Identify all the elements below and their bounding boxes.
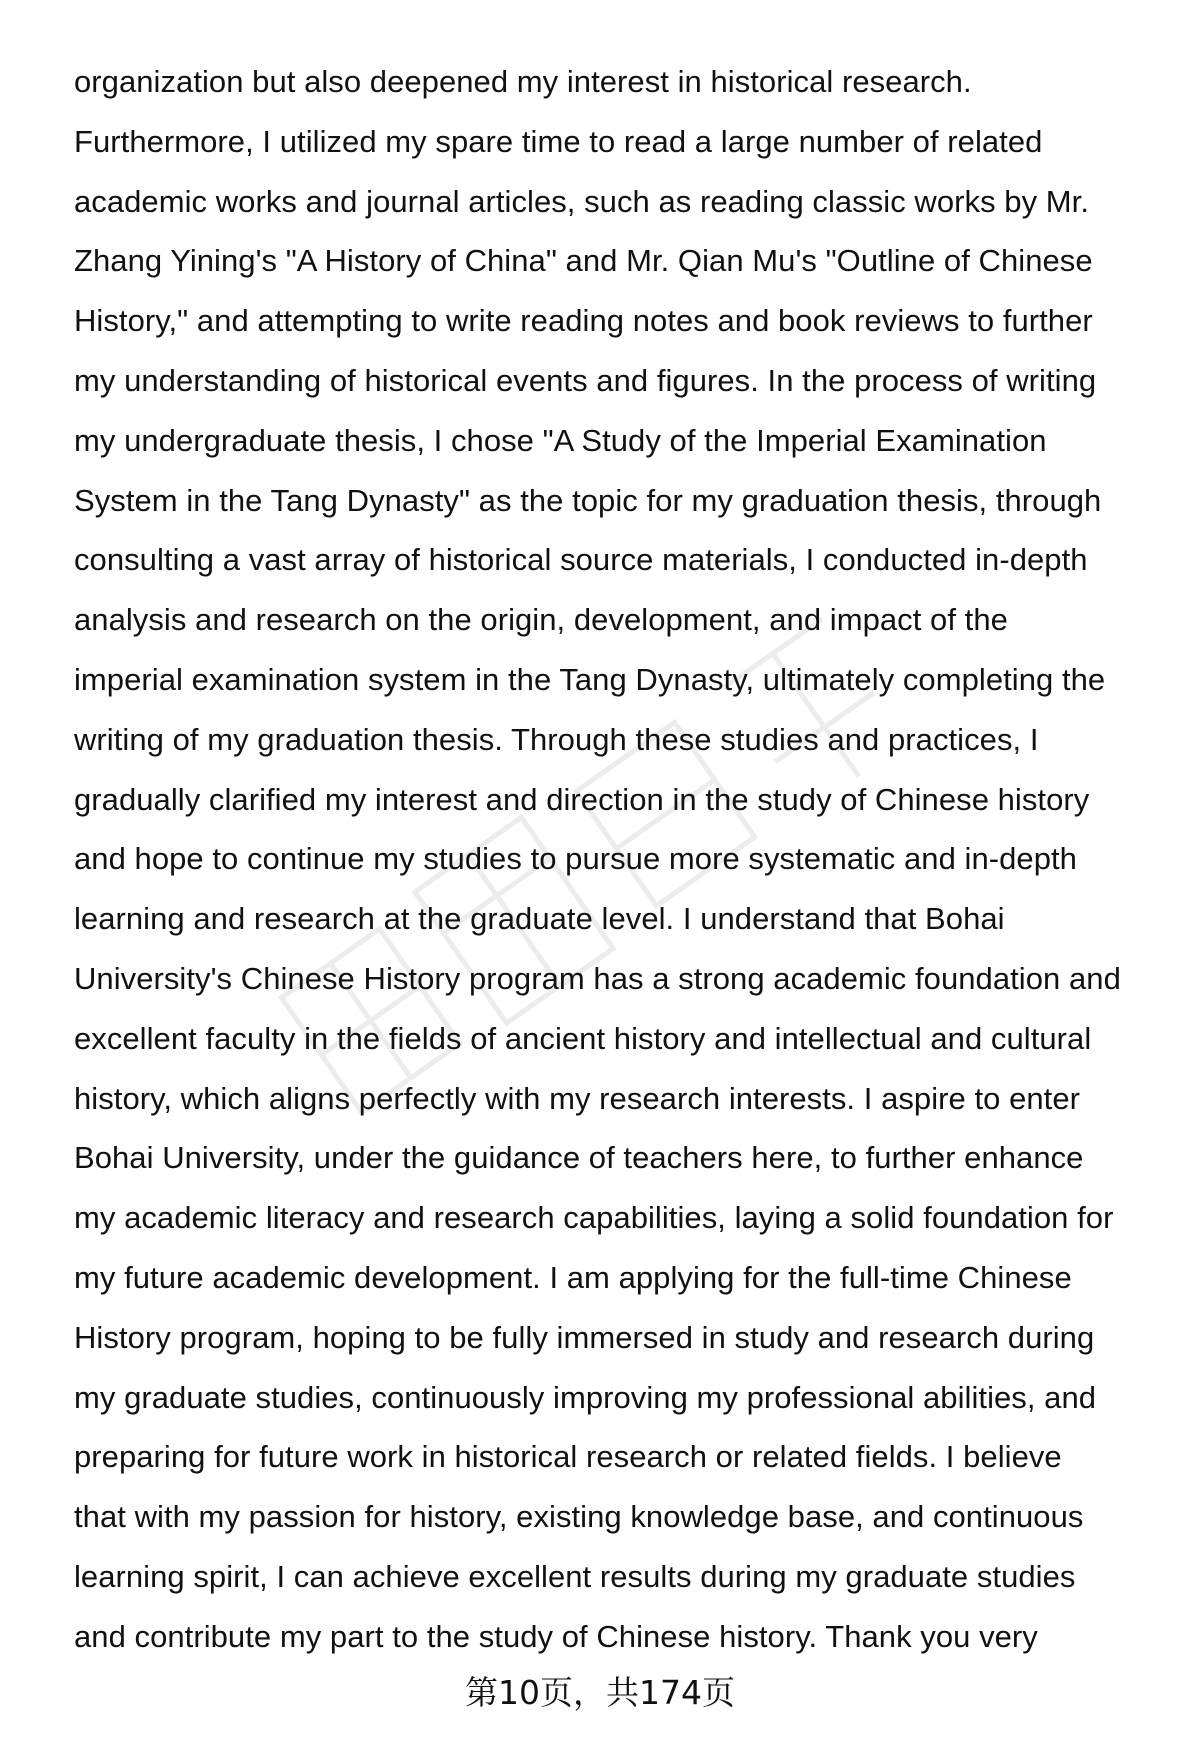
text-line: Furthermore, I utilized my spare time to read a large number of related xyxy=(74,123,1043,159)
text-line: History," and attempting to write reading notes and book reviews to further xyxy=(74,303,1093,339)
text-line: and contribute my part to the study of Chinese history. Thank you very xyxy=(74,1618,1038,1654)
text-line: excellent faculty in the fields of ancient history and intellectual and cultural xyxy=(74,1020,1092,1056)
text-line: history, which aligns perfectly with my research interests. I aspire to enter xyxy=(74,1080,1081,1116)
text-line: my undergraduate thesis, I chose "A Study of the Imperial Examination xyxy=(74,422,1047,458)
text-line: consulting a vast array of historical source materials, I conducted in-depth xyxy=(74,542,1088,578)
text-line: my future academic development. I am applying for the full-time Chinese xyxy=(74,1259,1072,1295)
text-line: History program, hoping to be fully immersed in study and research during xyxy=(74,1319,1095,1355)
body-text xyxy=(74,52,1164,1667)
text-line: preparing for future work in historical research or related fields. I believe xyxy=(74,1439,1062,1475)
text-line: learning and research at the graduate level. I understand that Bohai xyxy=(74,901,1005,937)
text-line: organization but also deepened my interest in historical research. xyxy=(74,64,972,99)
text-line: Zhang Yining's "A History of China" and Mr. Qian Mu's "Outline of Chinese xyxy=(74,243,1093,279)
text-line: that with my passion for history, existing knowledge base, and continuous xyxy=(74,1499,1084,1535)
text-line: my understanding of historical events and figures. In the process of writing xyxy=(74,362,1097,398)
text-line: Bohai University, under the guidance of teachers here, to further enhance xyxy=(74,1140,1084,1176)
text-line: System in the Tang Dynasty" as the topic for my graduation thesis, through xyxy=(74,482,1102,518)
text-line: writing of my graduation thesis. Through these studies and practices, I xyxy=(74,721,1039,757)
text-line: and hope to continue my studies to pursue more systematic and in-depth xyxy=(74,841,1077,877)
text-line: analysis and research on the origin, development, and impact of the xyxy=(74,602,1008,638)
text-line: academic works and journal articles, such as reading classic works by Mr. xyxy=(74,183,1089,219)
page-number-footer: 第10页，共174页 xyxy=(465,1673,735,1712)
text-line: imperial examination system in the Tang Dynasty, ultimately completing the xyxy=(74,661,1106,697)
text-line: my academic literacy and research capabilities, laying a solid foundation for xyxy=(74,1200,1114,1236)
text-line: learning spirit, I can achieve excellent results during my graduate studies xyxy=(74,1558,1076,1594)
text-line: gradually clarified my interest and direction in the study of Chinese history xyxy=(74,781,1090,817)
text-line: University's Chinese History program has a strong academic foundation and xyxy=(74,960,1121,996)
text-line: my graduate studies, continuously improving my professional abilities, and xyxy=(74,1379,1097,1415)
